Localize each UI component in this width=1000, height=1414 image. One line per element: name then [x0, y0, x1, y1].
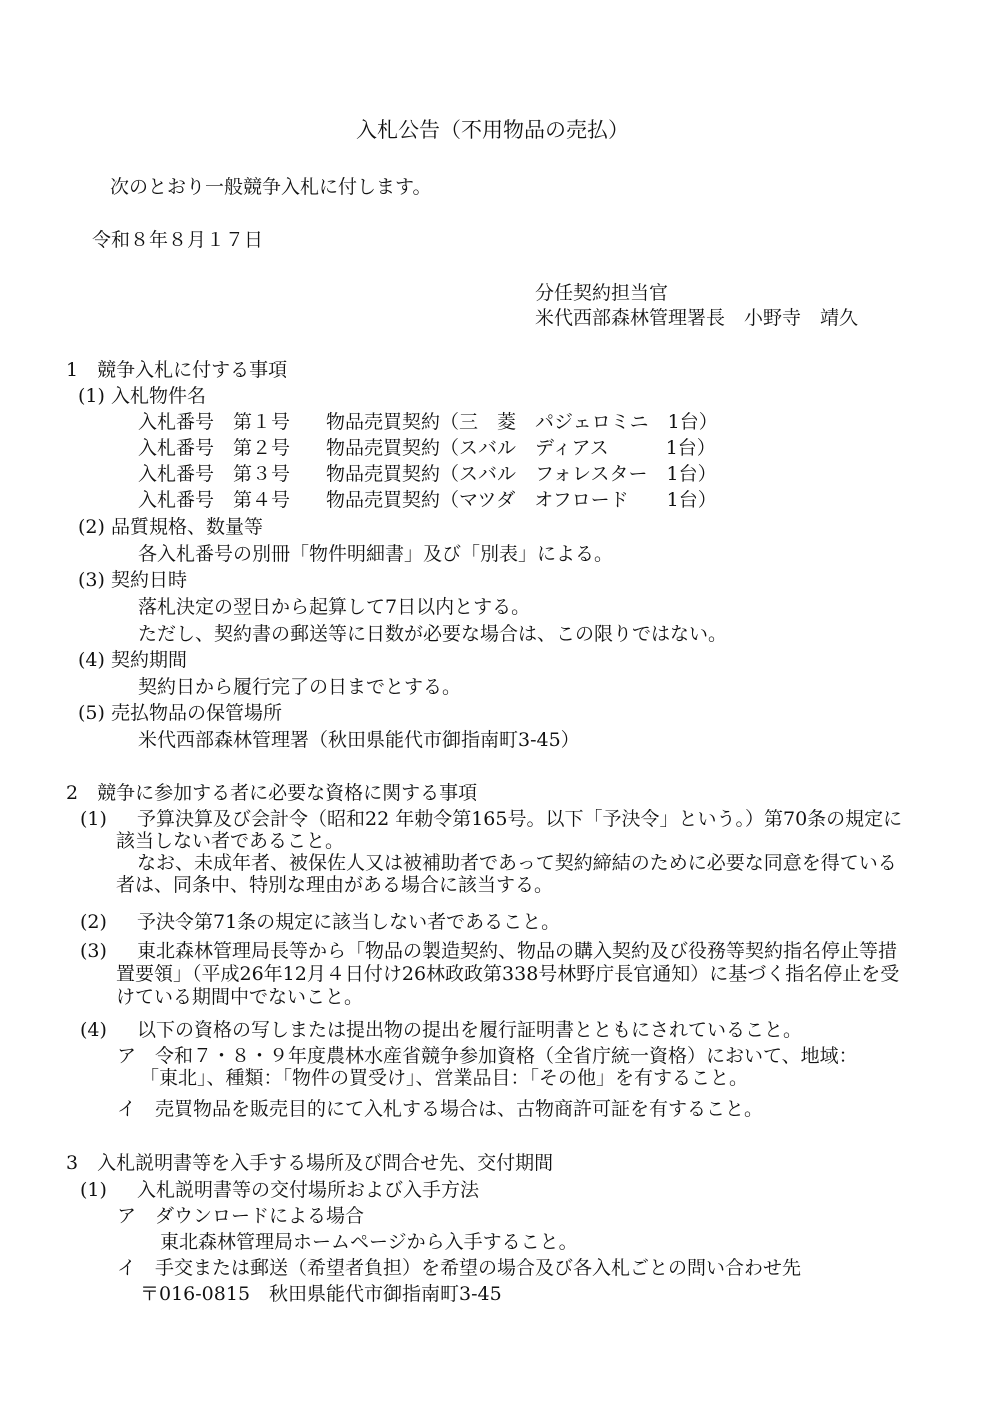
section3-sub-b: イ 手交または郵送（希望者負担）を希望の場合及び各入札ごとの問い合わせ先: [117, 1257, 802, 1279]
lot-description: 物品売買契約（マツダ オフロード 1台）: [326, 489, 717, 511]
section1-item4-text: 契約日から履行完了の日までとする。: [138, 676, 462, 698]
section2-item4-sub-a: 「東北」、種類：「物件の買受け」、営業品目：「その他」を有すること。: [140, 1067, 749, 1089]
issuer-name: 米代西部森林管理署長 小野寺 靖久: [535, 307, 859, 329]
section1-item5-text: 米代西部森林管理署（秋田県能代市御指南町3-45）: [138, 729, 580, 751]
lot-number: 入札番号 第２号: [138, 437, 291, 459]
section3-item1-number: (1): [80, 1179, 107, 1201]
section2-item4-text: 以下の資格の写しまたは提出物の提出を履行証明書とともにされていること。: [137, 1019, 803, 1041]
section2-item4-sub-a: ア 令和７・８・９年度農林水産省競争参加資格（全省庁統一資格）において、地域：: [117, 1045, 858, 1067]
section1-item3-heading: (3) 契約日時: [78, 569, 187, 591]
section3-sub-a-text: 東北森林管理局ホームページから入手すること。: [160, 1231, 578, 1253]
section1-item2-text: 各入札番号の別冊「物件明細書」及び「別表」による。: [138, 543, 614, 565]
lot-number: 入札番号 第１号: [138, 411, 291, 433]
section2-item1-text: なお、未成年者、被保佐人又は被補助者であって契約締結のために必要な同意を得ている: [137, 852, 897, 874]
section1-item4-heading: (4) 契約期間: [78, 649, 187, 671]
section3-heading: 3 入札説明書等を入手する場所及び問合せ先、交付期間: [66, 1152, 554, 1174]
section2-item3-text: けている期間中でないこと。: [116, 986, 364, 1008]
section2-item1-number: (1): [80, 808, 107, 830]
section1-item5-heading: (5) 売払物品の保管場所: [78, 702, 282, 724]
section2-item4-sub-b: イ 売買物品を販売目的にて入札する場合は、古物商許可証を有すること。: [117, 1098, 764, 1120]
section2-item2-number: (2): [80, 911, 107, 933]
lot-number: 入札番号 第３号: [138, 463, 291, 485]
lot-description: 物品売買契約（スバル フォレスター 1台）: [326, 463, 717, 485]
section2-heading: 2 競争に参加する者に必要な資格に関する事項: [66, 782, 478, 804]
section1-item3-text: 落札決定の翌日から起算して7日以内とする。: [138, 596, 531, 618]
lot-description: 物品売買契約（三 菱 パジェロミニ 1台）: [326, 411, 718, 433]
intro-text: 次のとおり一般競争入札に付します。: [110, 176, 432, 198]
section2-item1-text: 者は、同条中、特別な理由がある場合に該当する。: [116, 874, 554, 896]
section3-sub-b-text: 〒016-0815 秋田県能代市御指南町3-45: [140, 1283, 502, 1305]
section1-item2-heading: (2) 品質規格、数量等: [78, 516, 263, 538]
lot-description: 物品売買契約（スバル ディアス 1台）: [326, 437, 716, 459]
section2-item4-number: (4): [80, 1019, 107, 1041]
section2-item2-text: 予決令第71条の規定に該当しない者であること。: [137, 911, 561, 933]
section2-item3-number: (3): [80, 940, 107, 962]
page-title: 入札公告（不用物品の売払）: [356, 118, 629, 142]
section1-item3-text: ただし、契約書の郵送等に日数が必要な場合は、この限りではない。: [138, 623, 728, 645]
lot-number: 入札番号 第４号: [138, 489, 291, 511]
section1-item1-heading: (1) 入札物件名: [78, 385, 206, 407]
notice-date: 令和８年８月１７日: [92, 229, 264, 251]
section2-item1-text: 該当しない者であること。: [116, 830, 345, 852]
section2-item3-text: 東北森林管理局長等から「物品の製造契約、物品の購入契約及び役務等契約指名停止等措: [137, 940, 898, 962]
section3-item1-text: 入札説明書等の交付場所および入手方法: [137, 1179, 480, 1201]
issuer-role: 分任契約担当官: [535, 282, 669, 304]
section1-heading: 1 競争入札に付する事項: [66, 359, 288, 381]
section3-sub-a: ア ダウンロードによる場合: [117, 1205, 365, 1227]
section2-item3-text: 置要領」（平成26年12月４日付け26林政政第338号林野庁長官通知）に基づく指名停止を受: [116, 963, 900, 985]
section2-item1-text: 予算決算及び会計令（昭和22 年勅令第165号。以下「予決令」という。）第70条の規定に: [137, 808, 903, 830]
